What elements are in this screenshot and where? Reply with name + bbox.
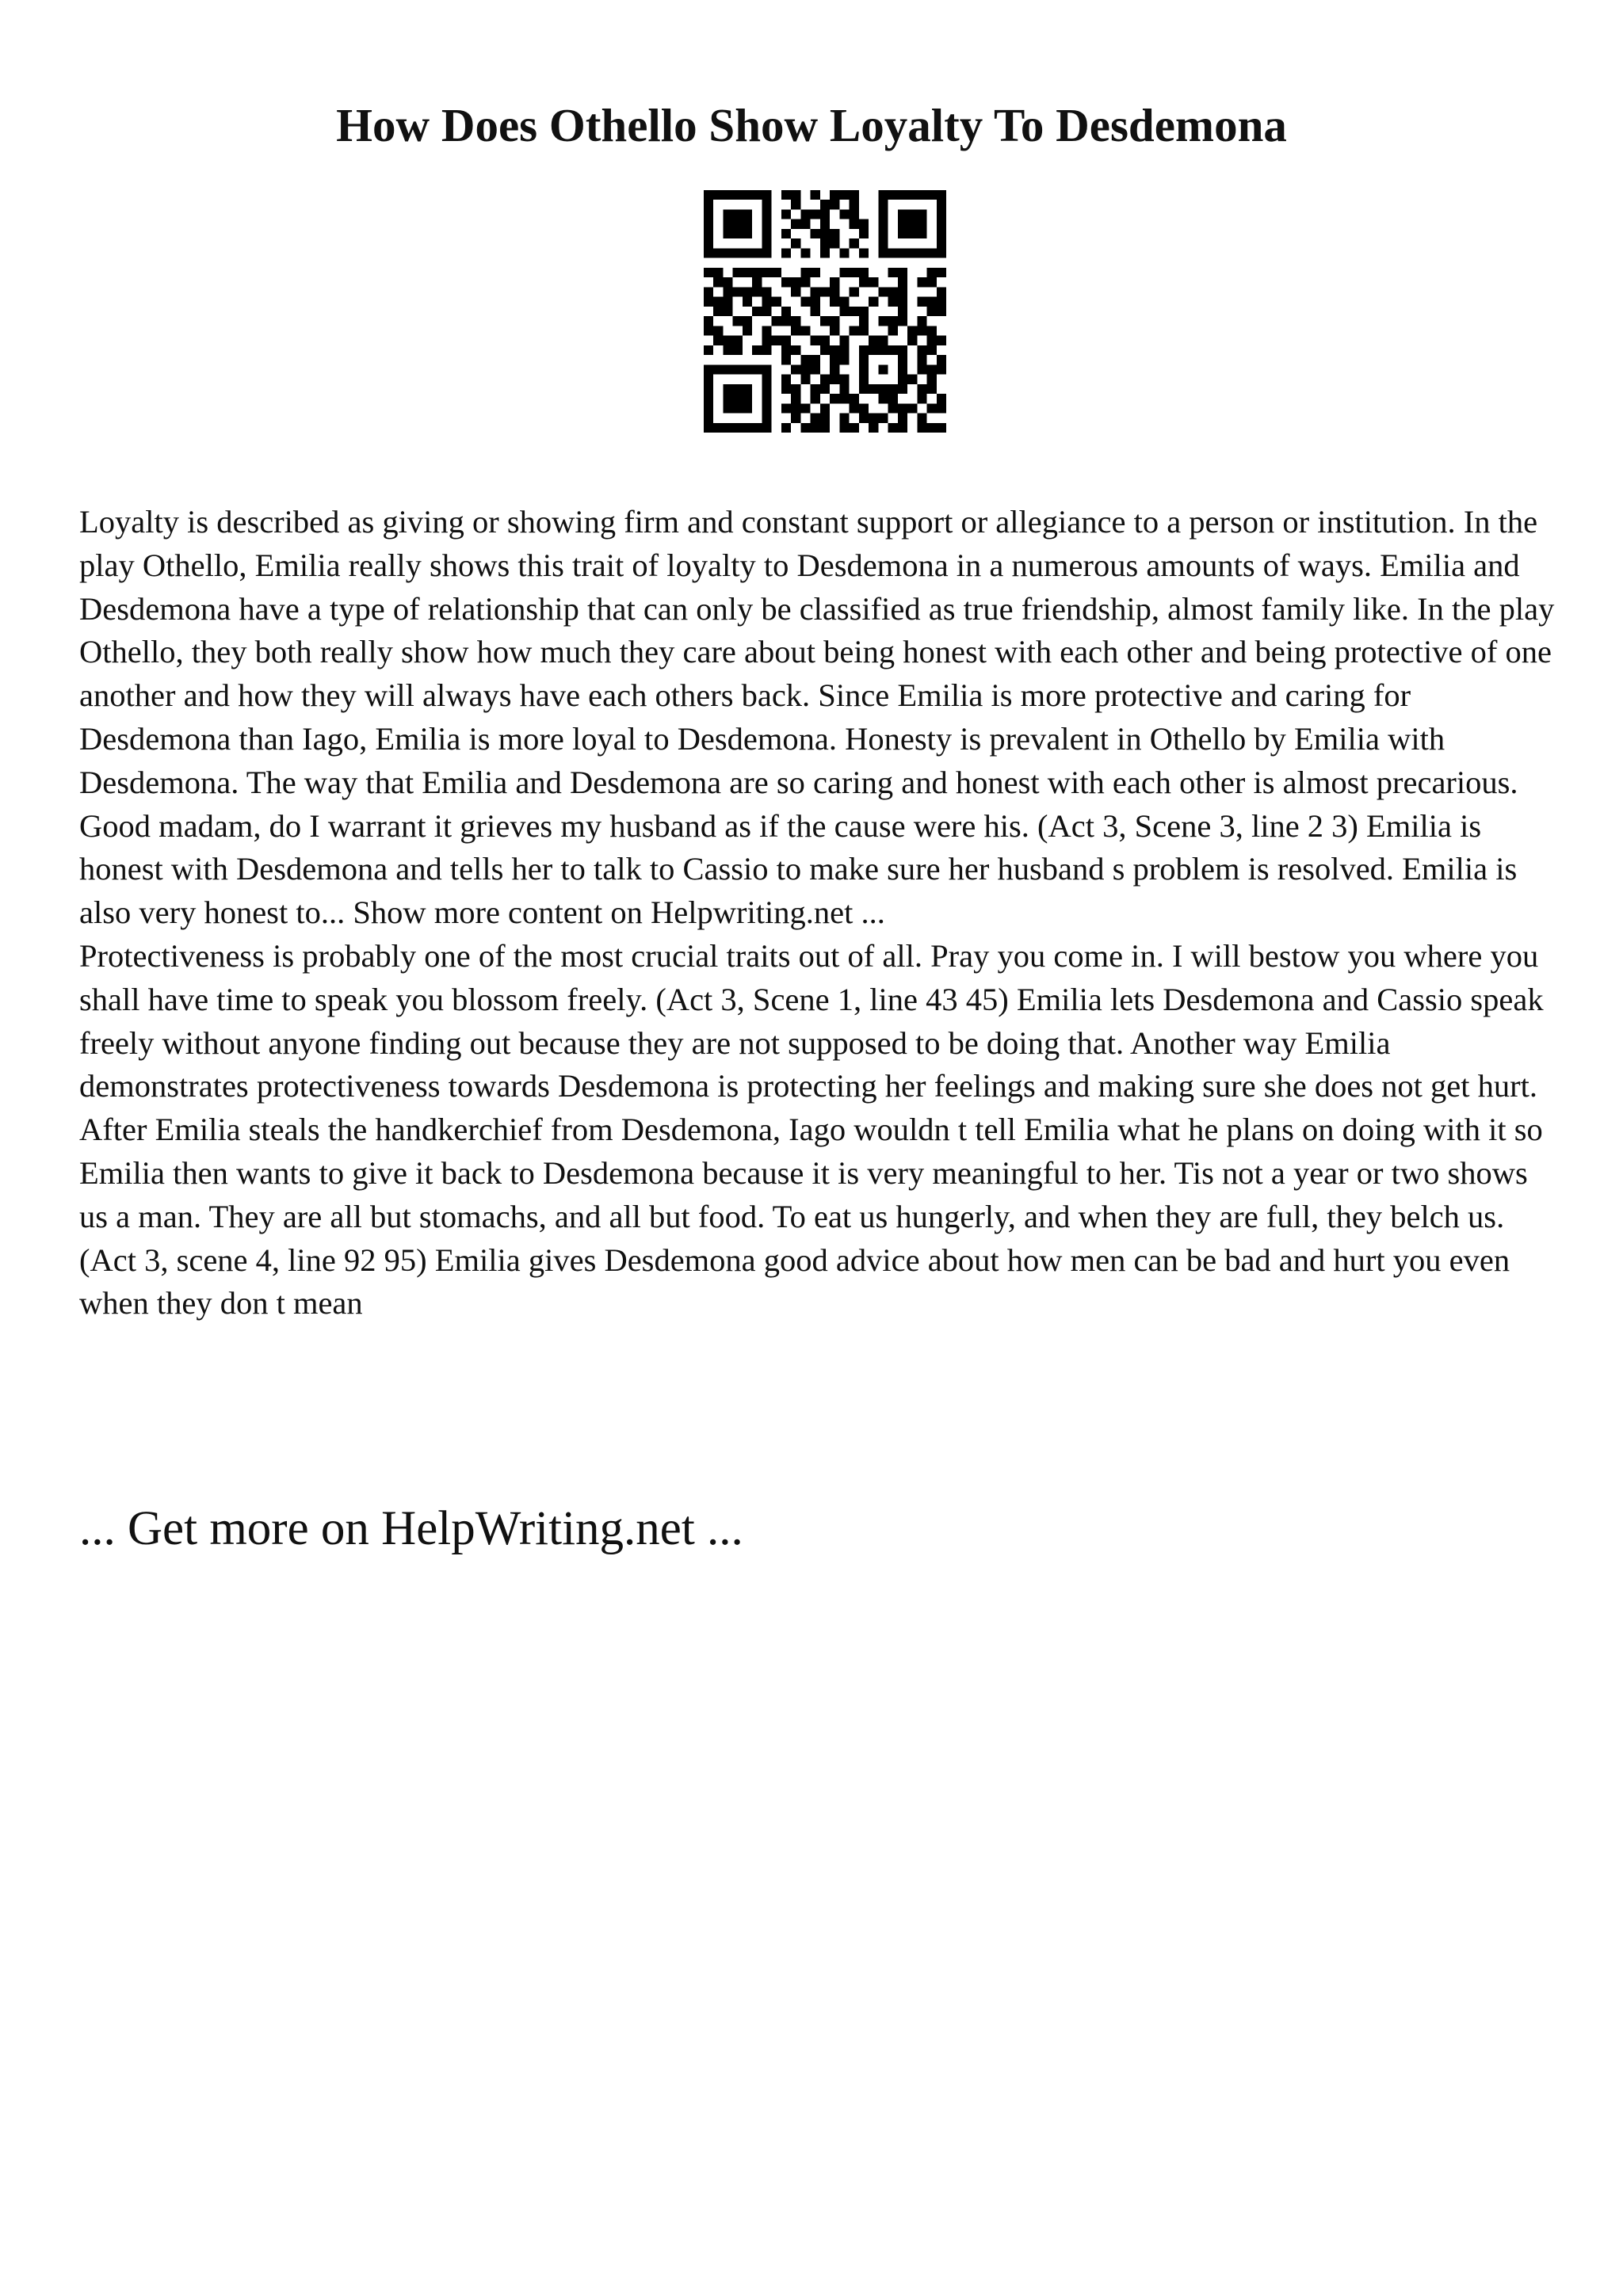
- qr-code-icon[interactable]: [704, 190, 946, 433]
- paragraph: Protectiveness is probably one of the most crucial traits out of all. Pray you come in. I will bestow you where you shall have time to speak you blossom freely. (Act 3, Scene 1, line 43 45) Emilia lets Desdemona and Cassio speak freely without anyone finding out because they are not supposed to be doing that. Another way Emilia demonstrates protectiveness towards Desdemona is protecting her feelings and making sure she does not get hurt. After Emilia steals the handkerchief from Desdemona, Iago wouldn t tell Emilia what he plans on doing with it so Emilia then wants to give it back to Desdemona because it is very meaningful to her. Tis not a year or two shows us a man. They are all but stomachs, and all but food. To eat us hungerly, and when they are full, they belch us. (Act 3, scene 4, line 92 95) Emilia gives Desdemona good advice about how men can be bad and hurt you even when they don t mean: [79, 937, 1544, 1322]
- document-body: [79, 501, 1561, 1325]
- get-more-link[interactable]: ... Get more on HelpWriting.net ...: [79, 1502, 743, 1555]
- paragraph: Loyalty is described as giving or showing firm and constant support or allegiance to a person or institution. In the play Othello, Emilia really shows this trait of loyalty to Desdemona in a numerous amounts of ways. Emilia and Desdemona have a type of relationship that can only be classified as true friendship, almost family like. In the play Othello, they both really show how much they care about being honest with each other and being protective of one another and how they will always have each others back. Since Emilia is more protective and caring for Desdemona than Iago, Emilia is more loyal to Desdemona. Honesty is prevalent in Othello by Emilia with Desdemona. The way that Emilia and Desdemona are so caring and honest with each other is almost precarious. Good madam, do I warrant it grieves my husband as if the cause were his. (Act 3, Scene 3, line 2 3) Emilia is honest with Desdemona and tells her to talk to Cassio to make sure her husband s problem is resolved. Emilia is also very honest to... Show more content on Helpwriting.net ...: [79, 504, 1555, 931]
- page-title: How Does Othello Show Loyalty To Desdemona: [336, 99, 1287, 151]
